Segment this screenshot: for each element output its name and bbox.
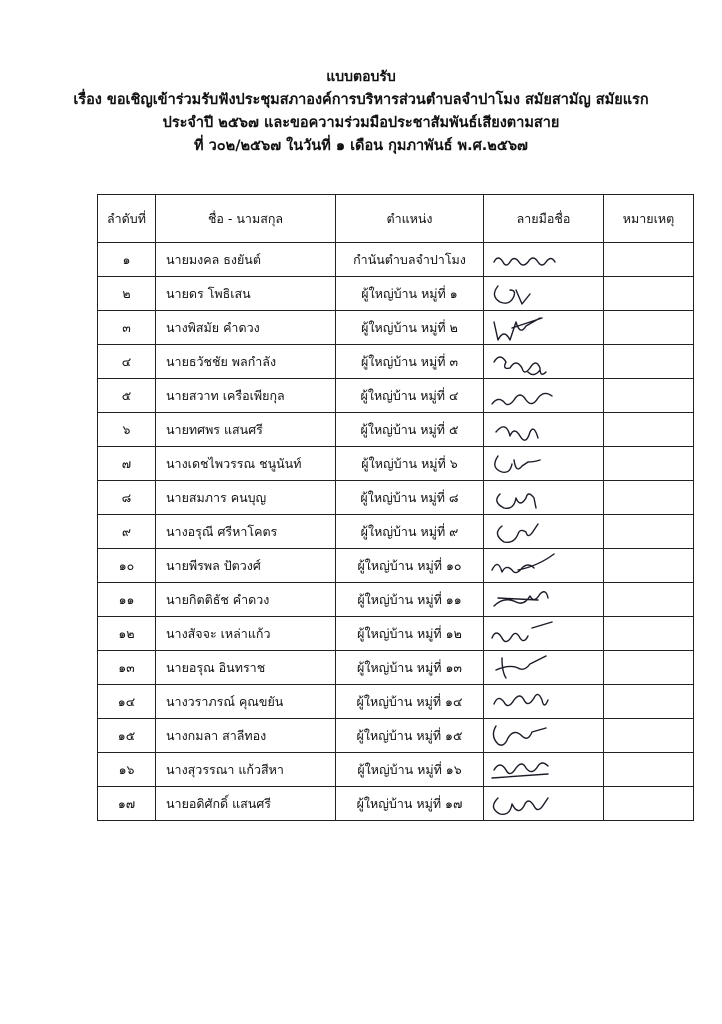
handwritten-signature [488, 246, 568, 274]
member-name: นายกิตติธัช คำดวง [156, 583, 336, 617]
row-number: ๗ [98, 447, 156, 481]
table-row [98, 277, 694, 311]
table-row [98, 549, 694, 583]
remark-cell [604, 753, 694, 787]
signature-cell [484, 787, 604, 821]
handwritten-signature [488, 654, 568, 682]
signature-cell [484, 243, 604, 277]
member-position: ผู้ใหญ่บ้าน หมู่ที่ ๑๒ [336, 617, 484, 651]
member-name: นางวราภรณ์ คุณขยัน [156, 685, 336, 719]
signature-cell [484, 685, 604, 719]
header-name: ชื่อ - นามสกุล [156, 195, 336, 243]
member-position: ผู้ใหญ่บ้าน หมู่ที่ ๕ [336, 413, 484, 447]
row-number: ๑๖ [98, 753, 156, 787]
remark-cell [604, 311, 694, 345]
row-number: ๕ [98, 379, 156, 413]
row-number: ๑๗ [98, 787, 156, 821]
remark-cell [604, 719, 694, 753]
row-number: ๑ [98, 243, 156, 277]
member-position: ผู้ใหญ่บ้าน หมู่ที่ ๔ [336, 379, 484, 413]
handwritten-signature [488, 688, 568, 716]
document-title: แบบตอบรับ [326, 69, 396, 85]
table-row [98, 243, 694, 277]
remark-cell [604, 413, 694, 447]
header-remark: หมายเหตุ [604, 195, 694, 243]
remark-cell [604, 583, 694, 617]
signature-cell [484, 277, 604, 311]
signature-cell [484, 447, 604, 481]
handwritten-signature [488, 518, 568, 546]
table-row [98, 515, 694, 549]
signature-cell [484, 549, 604, 583]
signature-cell [484, 583, 604, 617]
member-position: ผู้ใหญ่บ้าน หมู่ที่ ๑๐ [336, 549, 484, 583]
signature-cell [484, 515, 604, 549]
member-position: ผู้ใหญ่บ้าน หมู่ที่ ๑๔ [336, 685, 484, 719]
table-body [98, 243, 694, 821]
member-name: นายธวัชชัย พลกำลัง [156, 345, 336, 379]
member-name: นายดร โพธิเสน [156, 277, 336, 311]
table-row [98, 413, 694, 447]
table-row [98, 379, 694, 413]
member-name: นายสวาท เครือเพียกุล [156, 379, 336, 413]
table-row [98, 583, 694, 617]
member-name: นายทศพร แสนศรี [156, 413, 336, 447]
row-number: ๑๕ [98, 719, 156, 753]
table-row [98, 685, 694, 719]
remark-cell [604, 481, 694, 515]
table-row [98, 651, 694, 685]
signature-cell [484, 311, 604, 345]
member-position: ผู้ใหญ่บ้าน หมู่ที่ ๖ [336, 447, 484, 481]
row-number: ๙ [98, 515, 156, 549]
member-name: นางอรุณี ศรีหาโคตร [156, 515, 336, 549]
table-row [98, 447, 694, 481]
member-name: นางพิสมัย คำดวง [156, 311, 336, 345]
signature-cell [484, 617, 604, 651]
reference-line: ที่ ว๐๒/๒๕๖๗ ในวันที่ ๑ เดือน กุมภาพันธ์ พ.ศ.๒๕๖๗ [194, 138, 528, 154]
handwritten-signature [488, 790, 568, 818]
attendance-table [97, 194, 694, 821]
row-number: ๓ [98, 311, 156, 345]
remark-cell [604, 617, 694, 651]
handwritten-signature [488, 620, 568, 648]
signature-cell [484, 753, 604, 787]
member-name: นางเดชไพวรรณ ชนูนันท์ [156, 447, 336, 481]
handwritten-signature [488, 586, 568, 614]
signature-cell [484, 651, 604, 685]
member-position: ผู้ใหญ่บ้าน หมู่ที่ ๘ [336, 481, 484, 515]
handwritten-signature [488, 722, 568, 750]
header-position: ตำแหน่ง [336, 195, 484, 243]
member-name: นางสุวรรณา แก้วสีหา [156, 753, 336, 787]
signature-cell [484, 379, 604, 413]
member-position: ผู้ใหญ่บ้าน หมู่ที่ ๑๗ [336, 787, 484, 821]
handwritten-signature [488, 484, 568, 512]
remark-cell [604, 345, 694, 379]
member-name: นางกมลา สาลีทอง [156, 719, 336, 753]
handwritten-signature [488, 416, 568, 444]
member-name: นายสมภาร คนบุญ [156, 481, 336, 515]
handwritten-signature [488, 450, 568, 478]
member-position: ผู้ใหญ่บ้าน หมู่ที่ ๑๖ [336, 753, 484, 787]
handwritten-signature [488, 382, 568, 410]
subject-line: เรื่อง ขอเชิญเข้าร่วมรับฟังประชุมสภาองค์การบริหารส่วนตำบลจำปาโมง สมัยสามัญ สมัยแรก [73, 92, 649, 108]
remark-cell [604, 243, 694, 277]
member-position: ผู้ใหญ่บ้าน หมู่ที่ ๒ [336, 311, 484, 345]
document-header [0, 66, 722, 158]
row-number: ๑๒ [98, 617, 156, 651]
row-number: ๑๓ [98, 651, 156, 685]
remark-cell [604, 379, 694, 413]
member-position: ผู้ใหญ่บ้าน หมู่ที่ ๑๓ [336, 651, 484, 685]
signature-cell [484, 481, 604, 515]
remark-cell [604, 447, 694, 481]
row-number: ๑๔ [98, 685, 156, 719]
subject-line-2: ประจำปี ๒๕๖๗ และขอความร่วมมือประชาสัมพันธ์เสียงตามสาย [162, 115, 560, 131]
row-number: ๘ [98, 481, 156, 515]
member-name: นายพีรพล ปัตวงศ์ [156, 549, 336, 583]
row-number: ๔ [98, 345, 156, 379]
signature-cell [484, 413, 604, 447]
row-number: ๑๑ [98, 583, 156, 617]
member-position: ผู้ใหญ่บ้าน หมู่ที่ ๑ [336, 277, 484, 311]
remark-cell [604, 787, 694, 821]
header-no: ลำดับที่ [98, 195, 156, 243]
table-row [98, 719, 694, 753]
table-row [98, 787, 694, 821]
remark-cell [604, 515, 694, 549]
member-name: นายอดิศักดิ์ แสนศรี [156, 787, 336, 821]
remark-cell [604, 685, 694, 719]
header-signature: ลายมือชื่อ [484, 195, 604, 243]
handwritten-signature [488, 314, 568, 342]
member-position: กำนันตำบลจำปาโมง [336, 243, 484, 277]
member-position: ผู้ใหญ่บ้าน หมู่ที่ ๙ [336, 515, 484, 549]
member-position: ผู้ใหญ่บ้าน หมู่ที่ ๑๕ [336, 719, 484, 753]
row-number: ๑๐ [98, 549, 156, 583]
member-name: นางสัจจะ เหล่าแก้ว [156, 617, 336, 651]
table-row [98, 481, 694, 515]
table-row [98, 753, 694, 787]
remark-cell [604, 651, 694, 685]
table-row [98, 345, 694, 379]
remark-cell [604, 549, 694, 583]
handwritten-signature [488, 552, 568, 580]
member-name: นายอรุณ อินทราช [156, 651, 336, 685]
handwritten-signature [488, 348, 568, 376]
member-position: ผู้ใหญ่บ้าน หมู่ที่ ๑๑ [336, 583, 484, 617]
signature-cell [484, 719, 604, 753]
remark-cell [604, 277, 694, 311]
member-name: นายมงคล ธงยันต์ [156, 243, 336, 277]
table-row [98, 617, 694, 651]
row-number: ๖ [98, 413, 156, 447]
signature-cell [484, 345, 604, 379]
handwritten-signature [488, 756, 568, 784]
table-header-row [98, 195, 694, 243]
member-position: ผู้ใหญ่บ้าน หมู่ที่ ๓ [336, 345, 484, 379]
table-row [98, 311, 694, 345]
row-number: ๒ [98, 277, 156, 311]
handwritten-signature [488, 280, 568, 308]
